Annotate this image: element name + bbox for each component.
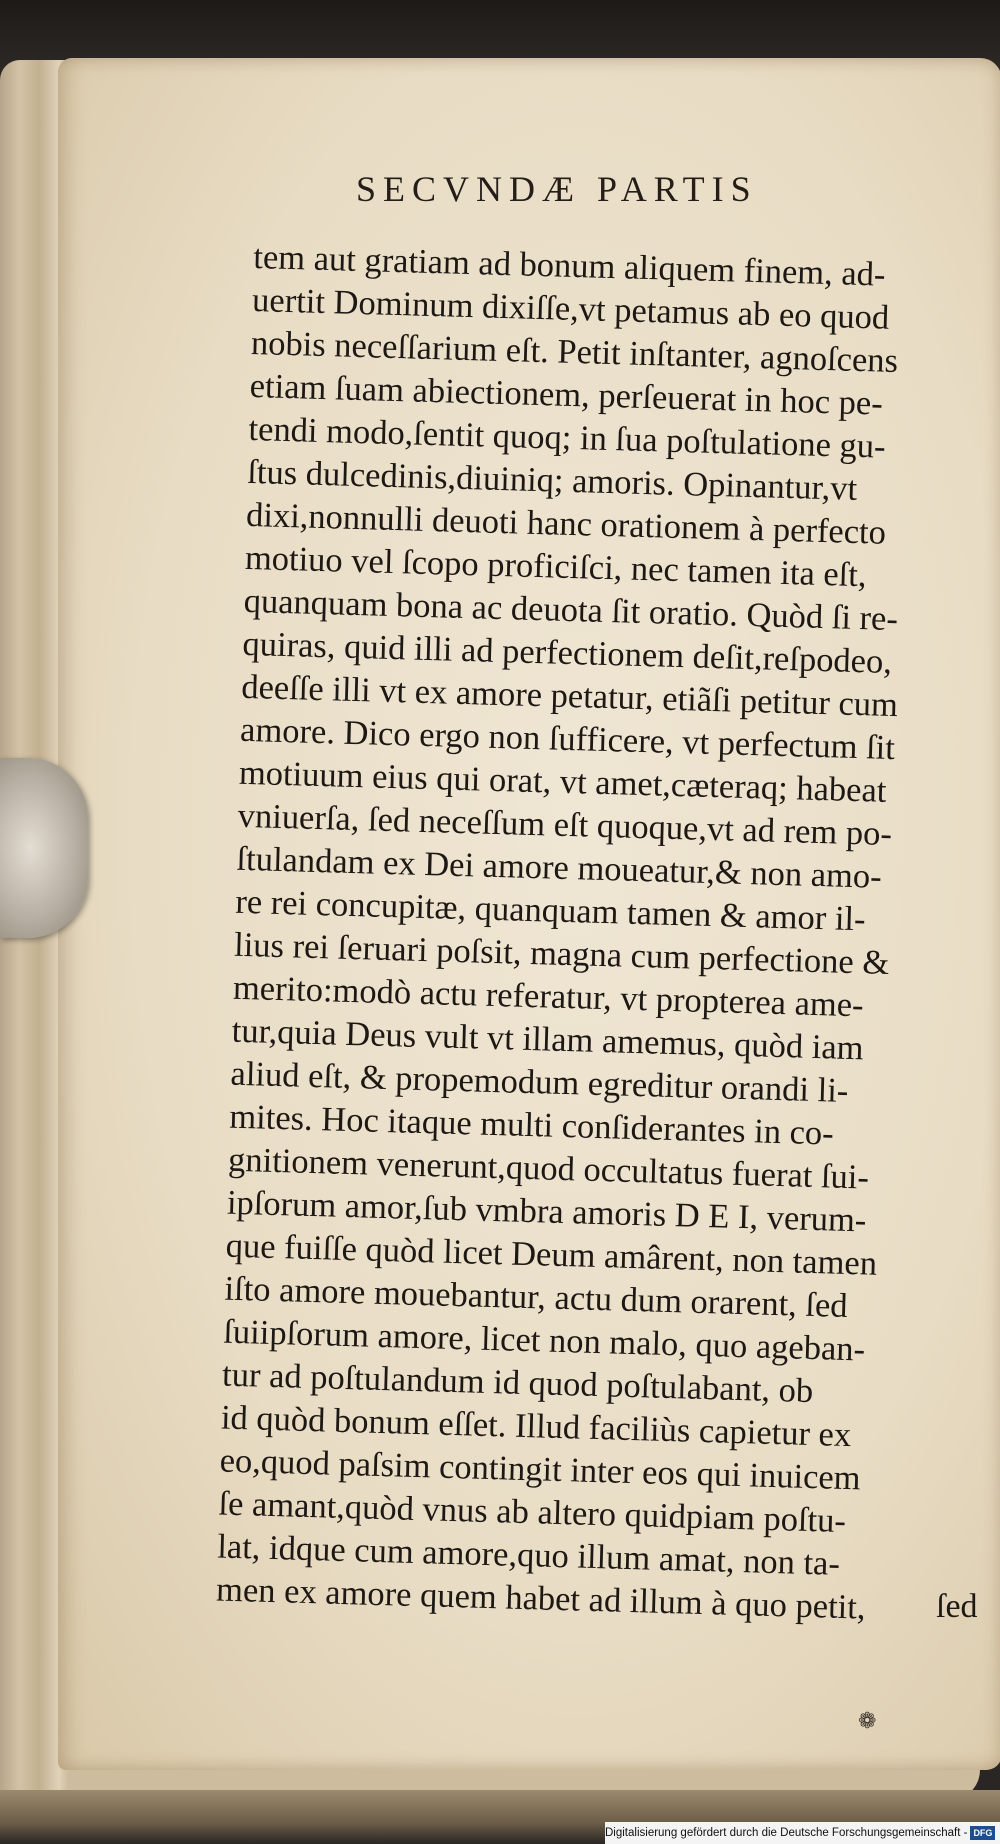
text-line: nobis neceſſarium eſt. Petit inſtanter, agnoſcens — [250, 323, 899, 381]
text-line: amore. Dico ergo non ſufficere, vt perfectum ſit — [239, 710, 896, 768]
dfg-logo: DFG — [970, 1826, 995, 1840]
text-line: ſtulandam ex Dei amore moueatur,& non amo- — [236, 839, 883, 896]
text-line: dixi,nonnulli deuoti hanc orationem à perfecto — [245, 495, 887, 552]
signature-mark: ❁ — [858, 1708, 877, 1733]
text-line: quanquam bona ac deuota ſit oratio. Quòd ſi re- — [243, 581, 899, 639]
text-line: id quòd bonum eſſet. Illud faciliùs capietur ex — [220, 1398, 852, 1455]
text-line: eo,quod paſsim contingit inter eos qui inuicem — [219, 1441, 862, 1498]
text-line: ſe amant,quòd vnus ab altero quidpiam poſtu- — [218, 1484, 847, 1541]
text-line: merito:modò actu referatur, vt propterea ame- — [232, 968, 865, 1025]
credit-text: Digitalisierung gefördert durch die Deutsche Forschungsgemeinschaft - — [605, 1827, 968, 1839]
text-line: motiuo vel ſcopo proficiſci, nec tamen ita eſt, — [244, 538, 868, 595]
text-line: ſuiipſorum amore, licet non malo, quo ageban- — [222, 1312, 866, 1369]
text-line: uertit Dominum dixiſſe,vt petamus ab eo quod — [251, 280, 890, 337]
text-line: ipſorum amor,ſub vmbra amoris D E I, verum- — [226, 1183, 867, 1240]
digitization-credit — [605, 1822, 1000, 1844]
text-line: lius rei ſeruari poſsit, magna cum perfectione & — [233, 925, 890, 983]
text-line: motiuum eius qui orat, vt amet,cæteraq; habeat — [238, 753, 887, 810]
text-line: que fuiſſe quòd licet Deum amârent, non tamen — [225, 1226, 878, 1283]
text-line: tendi modo,ſentit quoq; in ſua poſtulatione gu- — [248, 409, 887, 466]
text-line: tur,quia Deus vult vt illam amemus, quòd iam — [231, 1011, 865, 1068]
text-line: aliud eſt, & propemodum egreditur orandi li- — [230, 1054, 849, 1110]
text-line: vniuerſa, ſed neceſſum eſt quoque,vt ad rem po- — [237, 796, 893, 854]
text-line: tur ad poſtulandum id quod poſtulabant, ob — [221, 1355, 814, 1411]
text-line: quiras, quid illi ad perfectionem deſit,reſpodeo, — [242, 624, 893, 681]
running-head: SECVNDÆ PARTIS — [356, 169, 758, 209]
catchword: ſed — [936, 1588, 978, 1625]
text-line: tem aut gratiam ad bonum aliquem finem, ad- — [252, 237, 887, 294]
text-line: gnitionem venerunt,quod occultatus fuerat ſui- — [227, 1140, 870, 1197]
text-line: etiam ſuam abiectionem, perſeuerat in hoc pe- — [249, 366, 884, 423]
text-line: men ex amore quem habet ad illum à quo petit, — [215, 1570, 867, 1627]
text-line: mites. Hoc itaque multi conſiderantes in co- — [228, 1097, 835, 1153]
text-line: re rei concupitæ, quanquam tamen & amor il- — [234, 882, 867, 939]
text-line: lat, idque cum amore,quo illum amat, non ta- — [216, 1527, 841, 1583]
body-text — [216, 236, 994, 1632]
text-line: iſto amore mouebantur, actu dum orarent, ſed — [224, 1269, 849, 1325]
text-line: ſtus dulcedinis,diuiniq; amoris. Opinantur,vt — [246, 452, 858, 508]
text-line: deeſſe illi vt ex amore petatur, etiãſi petitur cum — [240, 667, 899, 725]
page-tab-marker — [0, 758, 88, 938]
